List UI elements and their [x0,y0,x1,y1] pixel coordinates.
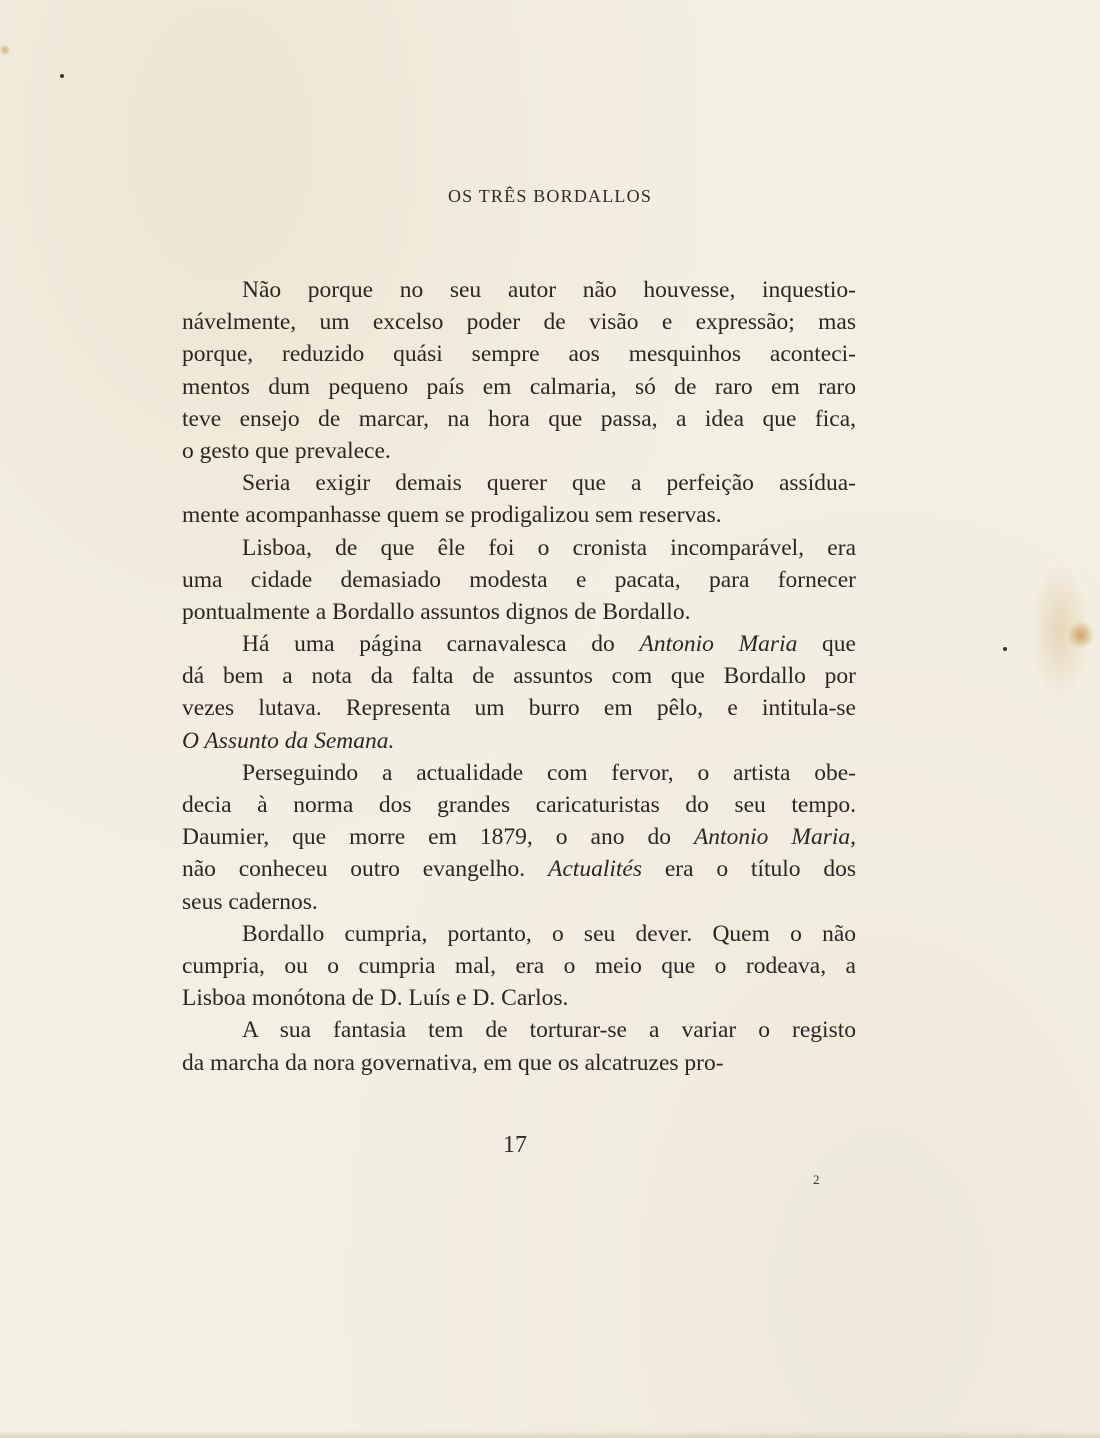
ink-speck [60,74,64,78]
text-line [182,725,856,757]
text-segment: porque, reduzido quási sempre aos mesquinhos aconteci- [182,341,856,368]
text-segment: Bordallo cumpria, portanto, o seu dever. Quem o não [242,920,856,947]
text-line [182,306,856,338]
italic-title: O Assunto da Semana. [182,727,395,754]
text-segment: teve ensejo de marcar, na hora que passa, a idea que fica, [182,405,856,432]
text-line [182,692,856,724]
text-segment: o gesto que prevalece. [182,437,391,464]
text-line [182,564,856,596]
paragraph [182,532,856,629]
text-segment: Há uma página carnavalesca do [242,631,640,658]
italic-title: Actualités [548,856,642,883]
text-segment: Não porque no seu autor não houvesse, inquestio- [242,277,856,303]
text-segment: mentos dum pequeno país em calmaria, só de raro em raro [182,373,856,400]
text-line [182,467,856,499]
text-line [182,435,856,467]
paragraph [182,1014,856,1078]
italic-title: Antonio Maria, [693,824,856,851]
paragraph [182,757,856,918]
foxing-stain [1068,620,1094,650]
text-segment: pontualmente a Bordallo assuntos dignos de Bordallo. [182,598,691,625]
page-edge-shadow [0,1430,1100,1438]
paragraph [182,628,856,757]
ink-speck [1003,647,1007,651]
body-text [182,274,856,1079]
running-head: OS TRÊS BORDALLOS [447,186,653,206]
text-line [182,338,856,370]
page-number: 17 [503,1132,527,1158]
text-segment: dá bem a nota da falta de assuntos com que Bordallo por [182,663,856,690]
text-segment: vezes lutava. Representa um burro em pêlo, e intitula-se [182,695,856,722]
text-line [182,660,856,692]
text-segment: Lisboa monótona de D. Luís e D. Carlos. [182,985,569,1012]
text-segment: Seria exigir demais querer que a perfeição assídua- [242,470,856,497]
text-line [182,403,856,435]
text-line [182,1014,856,1046]
text-segment: não conheceu outro evangelho. [182,856,549,883]
text-line [182,628,856,660]
text-line [182,1047,856,1079]
text-line [182,918,856,950]
text-segment: Perseguindo a actualidade com fervor, o artista obe- [242,759,856,786]
text-segment: era o título dos [642,856,857,883]
text-segment: da marcha da nora governativa, em que os alcatruzes pro- [182,1049,724,1076]
paragraph [182,918,856,1015]
text-segment: A sua fantasia tem de torturar-se a variar o registo [242,1017,856,1044]
text-line [182,757,856,789]
foxing-stain [1030,560,1090,700]
foxing-stain [0,44,10,56]
text-segment: cumpria, ou o cumpria mal, era o meio que o rodeava, a [182,952,856,979]
text-line [182,886,856,918]
text-segment: uma cidade demasiado modesta e pacata, para fornecer [182,566,856,593]
text-line [182,596,856,628]
text-line [182,274,856,306]
paragraph [182,274,856,467]
text-segment: návelmente, um excelso poder de visão e expressão; mas [182,309,856,336]
paragraph [182,467,856,531]
text-line [182,853,856,885]
text-segment: Lisboa, de que êle foi o cronista incomparável, era [242,534,856,561]
text-segment: mente acompanhasse quem se prodigalizou sem reservas. [182,502,722,529]
text-segment: que [797,631,856,658]
text-segment: Daumier, que morre em 1879, o ano do [182,824,694,851]
text-line [182,499,856,531]
text-line [182,532,856,564]
signature-mark: 2 [813,1172,820,1187]
italic-title: Antonio Maria [639,631,798,658]
text-line [182,950,856,982]
text-line [182,982,856,1014]
text-line [182,821,856,853]
text-segment: seus cadernos. [182,888,318,915]
text-line [182,789,856,821]
text-line [182,371,856,403]
text-segment: decia à norma dos grandes caricaturistas do seu tempo. [182,792,856,818]
